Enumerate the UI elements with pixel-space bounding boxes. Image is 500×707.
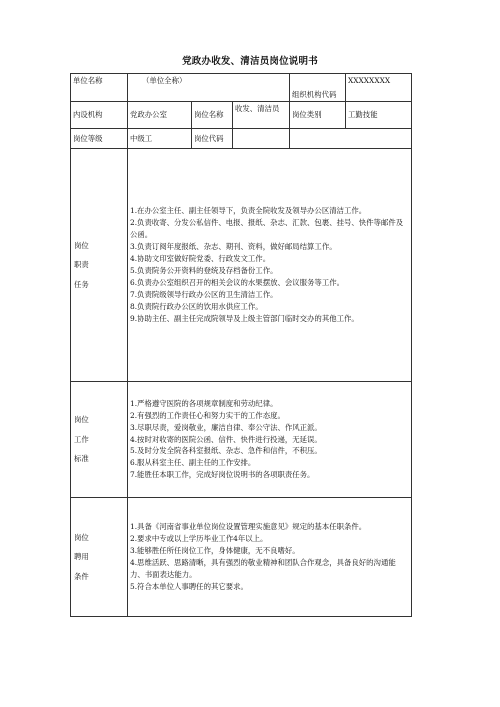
list-item: 3.尽职尽责，爱岗敬业，廉洁自律、奉公守法、作风正派。 [130, 422, 322, 432]
list-item: 1.在办公室主任、副主任领导下，负责全院收发及领导办公区清洁工作。 [130, 206, 367, 216]
table-row [71, 102, 412, 129]
conditions-label [71, 498, 128, 617]
list-item: 5.符合本单位人事聘任的其它要求。 [130, 581, 248, 591]
list-item: 1.具备《河南省事业单位岗位设置管理实施意见》规定的基本任职条件。 [130, 522, 367, 532]
duties-label [71, 149, 128, 382]
post-name-value: 收发、清洁员 [233, 102, 290, 129]
list-item: 2.要求中专或以上学历毕业工作4年以上。 [130, 534, 268, 544]
conditions-list [128, 498, 412, 617]
list-item: 6.服从科室主任、副主任的工作安排。 [130, 458, 256, 468]
duties-label-line: 职责 [74, 260, 89, 270]
table-row [71, 498, 412, 617]
standards-label [71, 382, 128, 498]
post-type-value: 工勤技能 [346, 102, 412, 129]
standards-label-line: 岗位 [74, 415, 89, 425]
job-description-table [70, 73, 412, 617]
duties-label-line: 任务 [74, 279, 89, 289]
standards-label-line: 标准 [74, 454, 89, 464]
table-row [71, 129, 412, 149]
dept-value: 党政办公室 [128, 102, 192, 129]
list-item: 2.负责收寄、分发公私信件、电报、报纸、杂志、汇款、包裹、挂号、快件等邮件及公函。 [130, 218, 404, 240]
org-code-value: XXXXXXXX [346, 74, 412, 102]
list-item: 6.负责办公室组织召开的相关会议的水果摆放、会议服务等工作。 [130, 277, 344, 287]
list-item: 2.有强烈的工作责任心和努力实干的工作态度。 [130, 410, 285, 420]
post-code-value [233, 129, 290, 149]
list-item: 5.负责院务公开资料的登统及存档备份工作。 [130, 266, 278, 275]
duties-list [128, 149, 412, 382]
table-row [71, 382, 412, 498]
conditions-label-line: 条件 [74, 571, 89, 581]
post-code-label: 岗位代码 [192, 129, 233, 149]
list-item: 8.负责院行政办公区的饮用水供应工作。 [130, 301, 263, 311]
table-row [71, 74, 412, 102]
standards-label-line: 工作 [74, 434, 89, 444]
standards-list [128, 382, 412, 498]
grade-label: 岗位等级 [71, 129, 128, 149]
post-type-label: 岗位类别 [290, 102, 346, 129]
post-name-label: 岗位名称 [192, 102, 233, 129]
dept-label: 内设机构 [71, 102, 128, 129]
list-item: 4.按时对收寄的医院公函、信件、快件进行投递，无延误。 [130, 434, 322, 444]
unit-name-label: 单位名称 [71, 74, 128, 102]
duties-label-line: 岗位 [74, 240, 89, 250]
list-item: 1.严格遵守医院的各项规章制度和劳动纪律。 [130, 398, 278, 408]
empty-cell [290, 129, 412, 149]
org-code-label: 组织机构代码 [290, 74, 346, 102]
grade-value: 中级工 [128, 129, 192, 149]
list-item: 3.负责订阅年度报纸、杂志、期刊、资料，做好邮局结算工作。 [130, 242, 337, 252]
conditions-label-line: 岗位 [74, 532, 89, 542]
list-item: 5.及时分发全院各科室报纸、杂志、急件和信件，不积压。 [130, 446, 322, 456]
list-item: 7.负责院级领导行政办公区的卫生清洁工作。 [130, 289, 278, 299]
list-item: 3.能够胜任所任岗位工作，身体健康，无不良嗜好。 [130, 546, 300, 556]
list-item: 9.协助主任、副主任完成院领导及上级主管部门临时交办的其他工作。 [130, 313, 359, 323]
list-item: 4.思维活跃、思路清晰，具有强烈的敬业精神和团队合作观念，具备良好的沟通能力、书面表达能力。 [130, 558, 396, 579]
table-row [71, 149, 412, 382]
document-title: 党政办收发、清洁员岗位说明书 [182, 56, 318, 67]
list-item: 7.能胜任本职工作，完成好岗位说明书的各项职责任务。 [130, 470, 315, 480]
unit-name-value: （单位全称） [128, 74, 290, 102]
list-item: 4.协助文印室做好院党委、行政发文工作。 [130, 254, 271, 264]
conditions-label-line: 聘用 [74, 552, 89, 562]
